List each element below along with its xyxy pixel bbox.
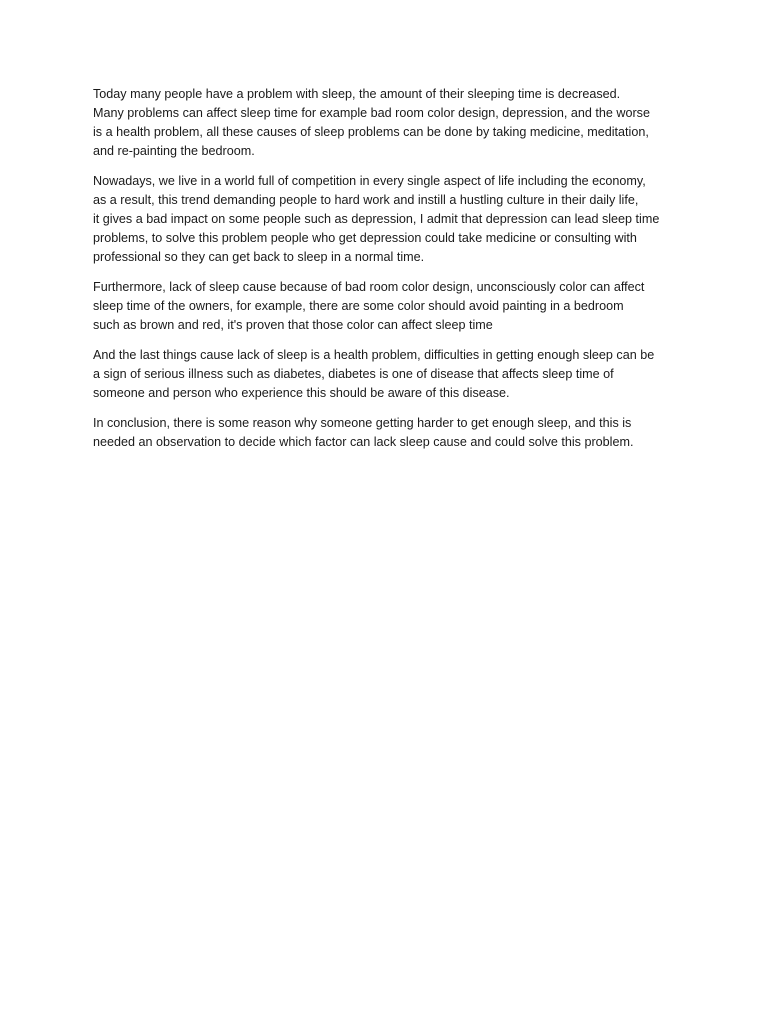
text-line: needed an observation to decide which factor can lack sleep cause and could solve this problem. — [93, 435, 634, 449]
text-line: a sign of serious illness such as diabetes, diabetes is one of disease that affects sleep time of — [93, 367, 614, 381]
essay-body — [93, 85, 679, 463]
text-line: Today many people have a problem with sleep, the amount of their sleeping time is decreased. — [93, 87, 621, 101]
text-line: and re-painting the bedroom. — [93, 144, 255, 158]
text-line: Furthermore, lack of sleep cause because of bad room color design, unconsciously color can affect — [93, 280, 645, 294]
text-line: Nowadays, we live in a world full of competition in every single aspect of life including the economy, — [93, 174, 646, 188]
text-line: And the last things cause lack of sleep is a health problem, difficulties in getting enough sleep can be — [93, 348, 655, 362]
text-line: problems, to solve this problem people who get depression could take medicine or consulting with — [93, 231, 637, 245]
paragraph-intro — [93, 85, 679, 161]
text-line: In conclusion, there is some reason why someone getting harder to get enough sleep, and this is — [93, 416, 632, 430]
text-line: such as brown and red, it's proven that those color can affect sleep time — [93, 318, 493, 332]
paragraph-conclusion — [93, 414, 679, 452]
text-line: it gives a bad impact on some people such as depression, I admit that depression can lead sleep time — [93, 212, 660, 226]
text-line: professional so they can get back to sleep in a normal time. — [93, 250, 425, 264]
paragraph-health — [93, 346, 679, 403]
text-line: as a result, this trend demanding people to hard work and instill a hustling culture in their daily life, — [93, 193, 639, 207]
text-line: sleep time of the owners, for example, there are some color should avoid painting in a bedroom — [93, 299, 624, 313]
paragraph-room-color — [93, 278, 679, 335]
paragraph-depression — [93, 172, 679, 267]
text-line: is a health problem, all these causes of sleep problems can be done by taking medicine, meditation, — [93, 125, 649, 139]
text-line: someone and person who experience this should be aware of this disease. — [93, 386, 510, 400]
text-line: Many problems can affect sleep time for example bad room color design, depression, and the worse — [93, 106, 650, 120]
